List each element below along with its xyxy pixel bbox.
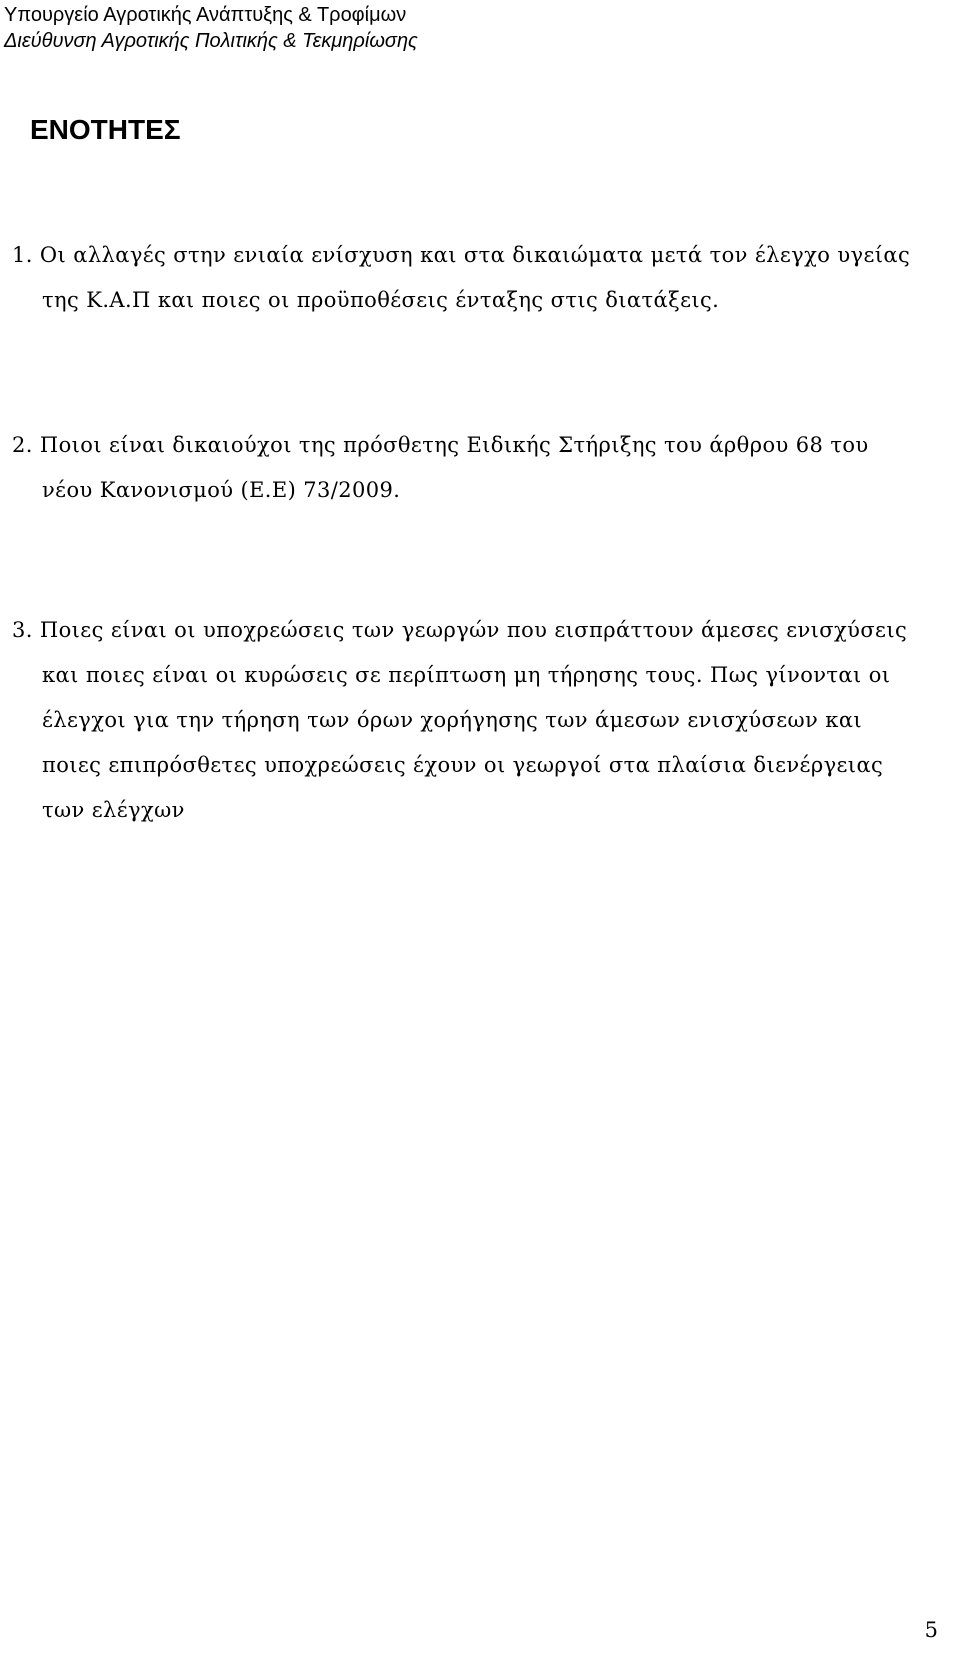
item-3-line-3: έλεγχοι για την τήρηση των όρων χορήγησης των άμεσων ενισχύσεων και — [42, 708, 863, 732]
item-2-line-2: νέου Κανονισμού (Ε.Ε) 73/2009. — [42, 478, 401, 502]
item-1-line-2: της Κ.Α.Π και ποιες οι προϋποθέσεις ένταξης στις διατάξεις. — [42, 288, 720, 312]
item-3-line-4: ποιες επιπρόσθετες υποχρεώσεις έχουν οι γεωργοί στα πλαίσια διενέργειας — [42, 753, 884, 777]
header-directorate: Διεύθυνση Αγροτικής Πολιτικής & Τεκμηρίωσης — [4, 30, 418, 52]
item-3-line-1: 3. Ποιες είναι οι υποχρεώσεις των γεωργών που εισπράττουν άμεσες ενισχύσεις — [12, 618, 908, 642]
section-item-2 — [12, 423, 869, 513]
item-2-line-1: 2. Ποιοι είναι δικαιούχοι της πρόσθετης Ειδικής Στήριξης του άρθρου 68 του — [12, 433, 869, 457]
section-item-1 — [12, 233, 910, 323]
document-header — [4, 2, 418, 54]
item-1-line-1: 1. Οι αλλαγές στην ενιαία ενίσχυση και στα δικαιώματα μετά τον έλεγχο υγείας — [12, 243, 911, 267]
page-number: 5 — [924, 1618, 938, 1642]
item-3-line-5: των ελέγχων — [42, 798, 185, 822]
header-ministry: Υπουργείο Αγροτικής Ανάπτυξης & Τροφίμων — [4, 4, 407, 26]
section-title: ΕΝΟΤΗΤΕΣ — [30, 114, 181, 145]
section-item-3 — [12, 608, 912, 833]
item-3-line-2: και ποιες είναι οι κυρώσεις σε περίπτωση μη τήρησης τους. Πως γίνονται οι — [42, 663, 891, 687]
